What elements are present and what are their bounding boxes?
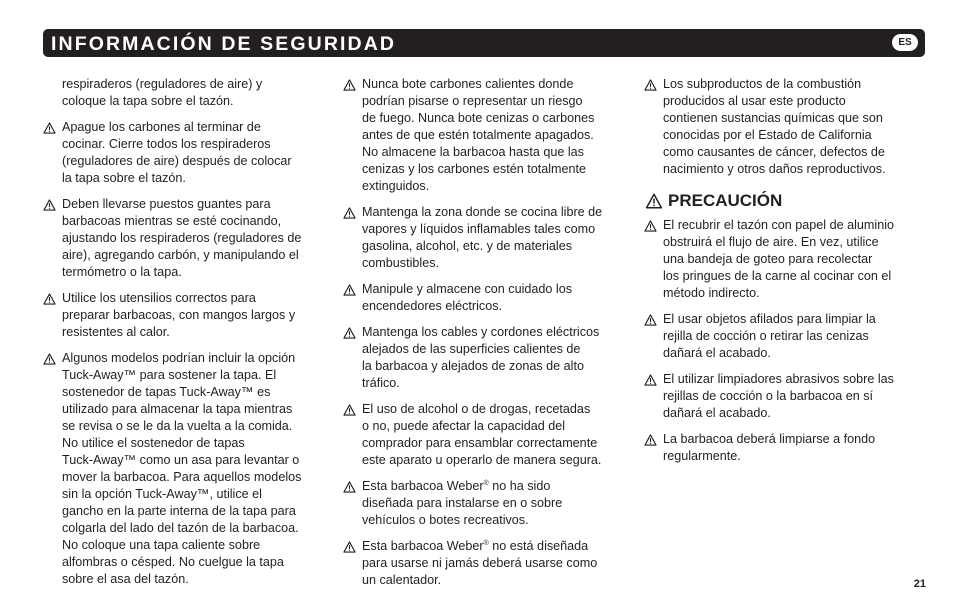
item-text: Mantenga los cables y cordones eléctricos alejados de las superficies calientes de la barbacoa y alejados de zonas de alto tráfico. [362, 325, 600, 390]
list-item [644, 431, 919, 465]
page-number: 21 [913, 578, 926, 590]
item-text: El recubrir el tazón con papel de aluminio obstruirá el flujo de aire. En vez, utilice una bandeja de goteo para recolectar los pringues de la carne al cocinar con el método indirecto. [663, 218, 895, 300]
text-segment: Esta barbacoa Weber [362, 539, 484, 553]
list-item [343, 324, 629, 392]
language-badge: ES [892, 34, 918, 51]
registered-mark: ® [483, 479, 489, 487]
warning-icon [343, 327, 356, 339]
item-text: Apague los carbones al terminar de cocinar. Cierre todos los respiraderos (reguladores de aire) después de colocar la tapa sobre el tazón. [62, 120, 292, 185]
item-text: Los subproductos de la combustión producidos al usar este producto contienen sustancias químicas que son conocidas por el Estado de California como causantes de cáncer, defectos de nacimiento y otros daños reproductivos. [663, 77, 886, 176]
warning-icon [644, 374, 657, 386]
item-text: respiraderos (reguladores de aire) y coloque la tapa sobre el tazón. [62, 77, 263, 108]
item-text: Nunca bote carbones calientes donde podrían pisarse o representar un riesgo de fuego. Nunca bote cenizas o carbones antes de que estén totalmente apagados. No almacene la barbacoa hasta que las cenizas y los carbones estén totalmente extinguidos. [362, 77, 595, 193]
list-item [343, 76, 629, 195]
page-title: INFORMACIÓN DE SEGURIDAD [51, 33, 397, 55]
item-text: El usar objetos afilados para limpiar la rejilla de cocción o retirar las cenizas dañará el acabado. [663, 312, 876, 360]
column-1 [43, 76, 321, 597]
text-segment: no ha sido diseñada para instalarse en o sobre vehículos o botes recreativos. [362, 479, 563, 527]
text-segment: Esta barbacoa Weber [362, 479, 484, 493]
warning-icon [43, 199, 56, 211]
list-item [343, 401, 629, 469]
item-text: El uso de alcohol o de drogas, recetadas o no, puede afectar la capacidad del comprador para ensamblar correctamente este aparato u operarlo de manera segura. [362, 402, 602, 467]
list-item [343, 478, 629, 529]
item-text: Mantenga la zona donde se cocina libre de vapores y líquidos inflamables tales como gasolina, alcohol, etc. y de materiales combustibles. [362, 205, 603, 270]
warning-icon [644, 434, 657, 446]
item-text: Algunos modelos podrían incluir la opción Tuck-Away™ para sostener la tapa. El sostenedor de tapas Tuck-Away™ es utilizado para almacenar la tapa mientras se revisa o se le da la vuelta a la comida. No utilice el sostenedor de tapas Tuck-Away™ como un asa para levantar o mover la barbacoa. Para aquellos modelos sin la opción Tuck-Away™, utilice el gancho en la parte interna de la tapa para colgarla del lado del tazón de la barbacoa. No coloque una tapa caliente sobre alfombras o césped. No cuelgue la tapa sobre el asa del tazón. [62, 351, 302, 586]
warning-icon [644, 220, 657, 232]
list-item [43, 76, 321, 110]
column-2 [343, 76, 629, 598]
column-3 [644, 76, 919, 474]
list-item [343, 204, 629, 272]
text-segment: no está diseñada para usarse ni jamás deberá usarse como un calentador. [362, 539, 598, 587]
item-text: Deben llevarse puestos guantes para barbacoas mientras se esté cocinando, ajustando los respiraderos (reguladores de aire), agregando carbón, y manipulando el termómetro o la tapa. [62, 197, 302, 279]
list-item [644, 371, 919, 422]
item-text: Manipule y almacene con cuidado los encendedores eléctricos. [362, 282, 573, 313]
item-text: Utilice los utensilios correctos para preparar barbacoas, con mangos largos y resistentes al calor. [62, 291, 296, 339]
warning-icon [343, 284, 356, 296]
list-item [343, 281, 629, 315]
warning-icon [644, 314, 657, 326]
item-text [362, 538, 629, 589]
list-item [644, 311, 919, 362]
warning-icon [645, 193, 663, 209]
warning-icon [343, 541, 356, 553]
list-item [644, 76, 919, 178]
warning-icon [343, 481, 356, 493]
list-item [43, 196, 321, 281]
section-header [43, 29, 925, 57]
caution-heading [644, 190, 919, 212]
registered-mark: ® [483, 539, 489, 547]
warning-icon [343, 79, 356, 91]
warning-icon [43, 293, 56, 305]
list-item [644, 217, 919, 302]
list-item [43, 350, 321, 588]
item-text [362, 478, 629, 529]
warning-icon [343, 207, 356, 219]
list-item [43, 290, 321, 341]
item-text: La barbacoa deberá limpiarse a fondo regularmente. [663, 432, 876, 463]
item-text: El utilizar limpiadores abrasivos sobre las rejillas de cocción o la barbacoa en sí dañará el acabado. [663, 372, 894, 420]
warning-icon [343, 404, 356, 416]
warning-icon [43, 353, 56, 365]
caution-heading-text: PRECAUCIÓN [668, 191, 783, 210]
list-item [43, 119, 321, 187]
warning-icon [644, 79, 657, 91]
warning-icon [43, 122, 56, 134]
list-item [343, 538, 629, 589]
